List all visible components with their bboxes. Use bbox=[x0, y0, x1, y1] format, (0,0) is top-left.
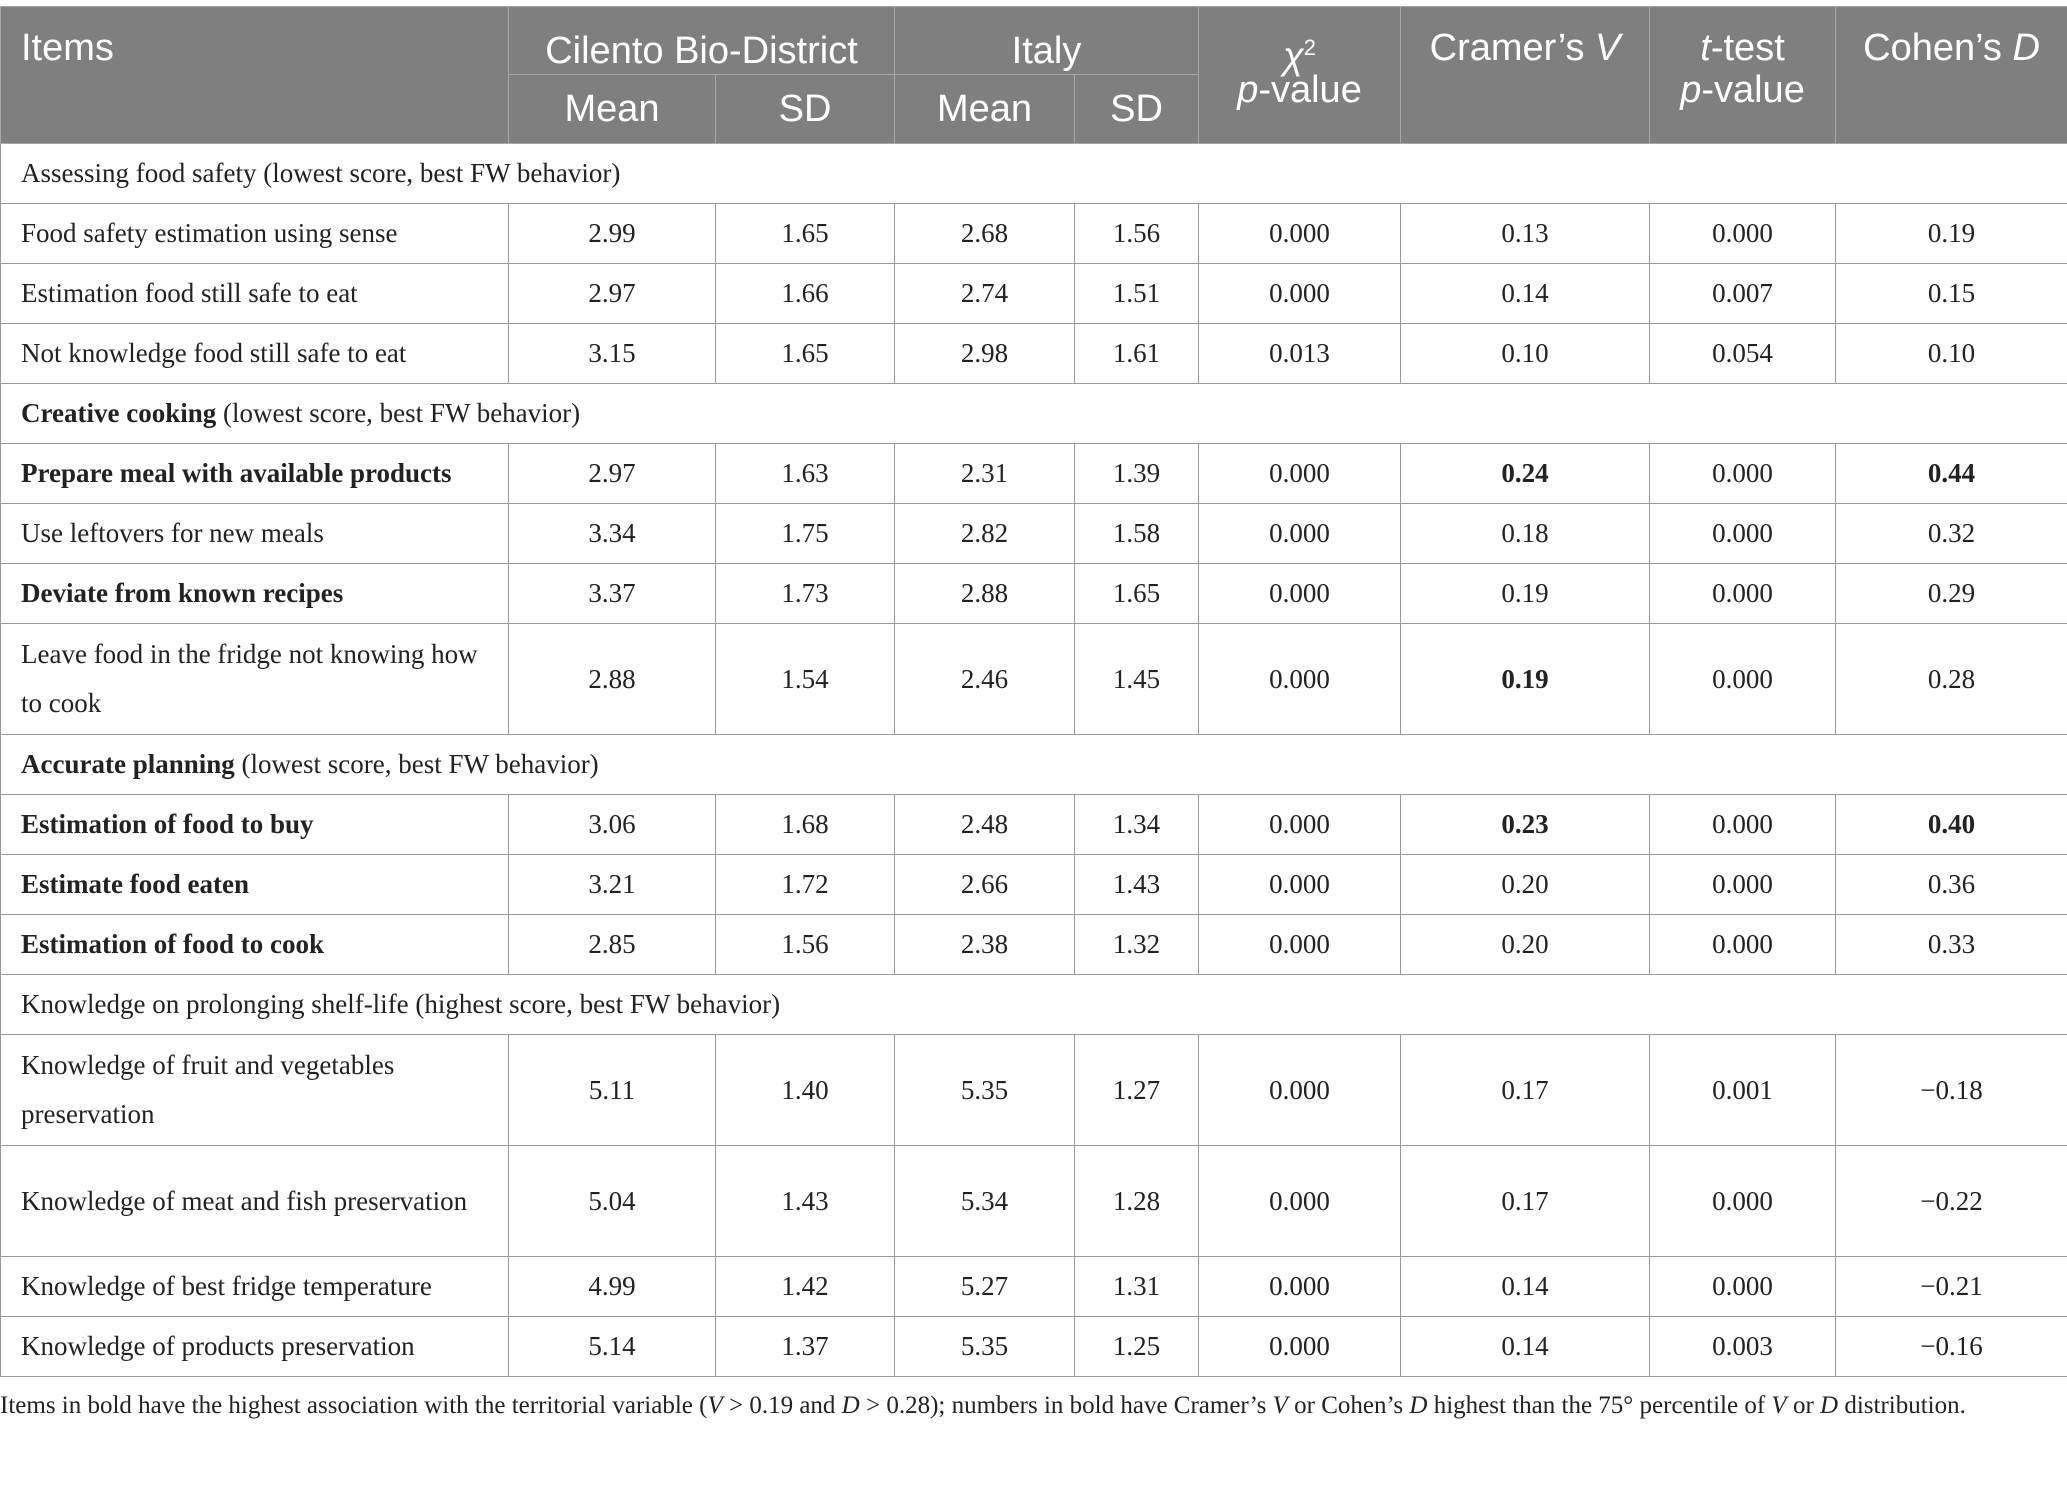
chi-p-cell: 0.000 bbox=[1199, 915, 1401, 975]
table-header bbox=[1, 7, 2067, 144]
section-header-row bbox=[1, 975, 2067, 1035]
cramers-v-cell: 0.14 bbox=[1401, 264, 1650, 324]
header-italy-label: Italy bbox=[1011, 29, 1082, 72]
section-title bbox=[1, 144, 2067, 204]
header-italy bbox=[895, 7, 1199, 75]
cramers-v-cell: 0.17 bbox=[1401, 1035, 1650, 1146]
cilento-mean-cell: 3.06 bbox=[509, 795, 716, 855]
t-test-p-cell: 0.000 bbox=[1650, 795, 1836, 855]
mean-label: Mean bbox=[564, 88, 660, 130]
table-row bbox=[1, 264, 2067, 324]
cohens-d-cell: −0.16 bbox=[1836, 1317, 2067, 1377]
cilento-sd-cell: 1.63 bbox=[716, 444, 895, 504]
cramers-v-letter: V bbox=[1595, 27, 1621, 69]
cramers-v-cell: 0.18 bbox=[1401, 504, 1650, 564]
t-test-p-cell: 0.054 bbox=[1650, 324, 1836, 384]
chi-p-cell: 0.013 bbox=[1199, 324, 1401, 384]
italy-sd-cell: 1.43 bbox=[1075, 855, 1199, 915]
cilento-sd-cell: 1.40 bbox=[716, 1035, 895, 1146]
section-title bbox=[1, 384, 2067, 444]
cilento-sd-cell: 1.42 bbox=[716, 1257, 895, 1317]
p-letter: p bbox=[1237, 69, 1259, 111]
cramers-prefix: Cramer’s bbox=[1429, 27, 1596, 69]
chi-p-cell: 0.000 bbox=[1199, 504, 1401, 564]
footnote-d: D bbox=[841, 1392, 860, 1419]
cohens-d-cell: 0.32 bbox=[1836, 504, 2067, 564]
italy-sd-cell: 1.28 bbox=[1075, 1146, 1199, 1257]
italy-sd-cell: 1.32 bbox=[1075, 915, 1199, 975]
italy-sd-cell: 1.51 bbox=[1075, 264, 1199, 324]
section-title bbox=[1, 735, 2067, 795]
italy-mean-cell: 5.35 bbox=[895, 1317, 1075, 1377]
italy-mean-cell: 2.74 bbox=[895, 264, 1075, 324]
footnote-d: D bbox=[1409, 1392, 1428, 1419]
chi-p-cell: 0.000 bbox=[1199, 204, 1401, 264]
cilento-mean-cell: 5.04 bbox=[509, 1146, 716, 1257]
cilento-mean-cell: 3.37 bbox=[509, 564, 716, 624]
row-label: Knowledge of meat and fish preservation bbox=[1, 1146, 509, 1257]
section-title-text: (lowest score, best FW behavior) bbox=[216, 398, 581, 428]
cramers-v-cell: 0.19 bbox=[1401, 624, 1650, 735]
t-test-p-cell: 0.000 bbox=[1650, 1146, 1836, 1257]
cilento-mean-cell: 2.88 bbox=[509, 624, 716, 735]
cramers-v-cell: 0.19 bbox=[1401, 564, 1650, 624]
row-label: Estimate food eaten bbox=[1, 855, 509, 915]
header-italy-mean bbox=[895, 75, 1075, 144]
cilento-sd-cell: 1.65 bbox=[716, 324, 895, 384]
row-label: Food safety estimation using sense bbox=[1, 204, 509, 264]
chi-p-cell: 0.000 bbox=[1199, 564, 1401, 624]
cilento-mean-cell: 3.21 bbox=[509, 855, 716, 915]
footnote-v: V bbox=[1272, 1392, 1288, 1419]
p-letter: p bbox=[1680, 69, 1702, 111]
italy-mean-cell: 2.31 bbox=[895, 444, 1075, 504]
table-row bbox=[1, 915, 2067, 975]
header-t-test-p bbox=[1650, 7, 1836, 144]
header-cilento-mean bbox=[509, 75, 716, 144]
italy-mean-cell: 2.46 bbox=[895, 624, 1075, 735]
table-row bbox=[1, 1257, 2067, 1317]
cilento-mean-cell: 2.97 bbox=[509, 264, 716, 324]
cramers-v-cell: 0.23 bbox=[1401, 795, 1650, 855]
table-row bbox=[1, 855, 2067, 915]
cilento-sd-cell: 1.37 bbox=[716, 1317, 895, 1377]
header-cohens-d bbox=[1836, 7, 2067, 144]
t-test-p-cell: 0.001 bbox=[1650, 1035, 1836, 1146]
cilento-sd-cell: 1.73 bbox=[716, 564, 895, 624]
table-row bbox=[1, 795, 2067, 855]
footnote-v: V bbox=[1771, 1392, 1787, 1419]
cohens-d-cell: 0.15 bbox=[1836, 264, 2067, 324]
t-test-p-cell: 0.000 bbox=[1650, 204, 1836, 264]
italy-sd-cell: 1.61 bbox=[1075, 324, 1199, 384]
cilento-sd-cell: 1.56 bbox=[716, 915, 895, 975]
footnote-text: highest than the 75° percentile of bbox=[1427, 1392, 1772, 1419]
sd-label: SD bbox=[778, 88, 832, 130]
table-row bbox=[1, 504, 2067, 564]
italy-mean-cell: 5.34 bbox=[895, 1146, 1075, 1257]
table-row bbox=[1, 1317, 2067, 1377]
row-label: Leave food in the fridge not knowing how to cook bbox=[1, 624, 509, 735]
cramers-v-cell: 0.17 bbox=[1401, 1146, 1650, 1257]
p-value-suffix: -value bbox=[1701, 69, 1805, 111]
footnote-text: distribution. bbox=[1838, 1392, 1966, 1419]
results-table bbox=[0, 6, 2067, 1377]
t-test-p-cell: 0.000 bbox=[1650, 915, 1836, 975]
italy-sd-cell: 1.39 bbox=[1075, 444, 1199, 504]
italy-sd-cell: 1.58 bbox=[1075, 504, 1199, 564]
cilento-mean-cell: 5.11 bbox=[509, 1035, 716, 1146]
t-letter: t bbox=[1700, 27, 1711, 69]
chi-p-cell: 0.000 bbox=[1199, 1257, 1401, 1317]
cohens-d-cell: 0.19 bbox=[1836, 204, 2067, 264]
cramers-v-cell: 0.24 bbox=[1401, 444, 1650, 504]
cohens-d-letter: D bbox=[2012, 27, 2040, 69]
t-test-p-cell: 0.000 bbox=[1650, 624, 1836, 735]
header-items-label: Items bbox=[21, 27, 114, 69]
cohens-d-cell: 0.10 bbox=[1836, 324, 2067, 384]
italy-mean-cell: 2.48 bbox=[895, 795, 1075, 855]
section-header-row bbox=[1, 144, 2067, 204]
p-value-suffix: -value bbox=[1258, 69, 1362, 111]
mean-label: Mean bbox=[936, 88, 1033, 130]
footnote-text: Items in bold have the highest association with the territorial variable ( bbox=[0, 1392, 708, 1419]
section-title-text: (lowest score, best FW behavior) bbox=[234, 749, 599, 779]
cohens-d-cell: −0.18 bbox=[1836, 1035, 2067, 1146]
sd-label: SD bbox=[1110, 88, 1163, 130]
t-test-p-cell: 0.007 bbox=[1650, 264, 1836, 324]
row-label: Estimation of food to buy bbox=[1, 795, 509, 855]
row-label: Knowledge of best fridge temperature bbox=[1, 1257, 509, 1317]
italy-mean-cell: 2.88 bbox=[895, 564, 1075, 624]
chi-symbol: χ bbox=[1283, 35, 1304, 78]
cilento-sd-cell: 1.75 bbox=[716, 504, 895, 564]
cramers-v-cell: 0.14 bbox=[1401, 1257, 1650, 1317]
section-header-row bbox=[1, 384, 2067, 444]
row-label: Use leftovers for new meals bbox=[1, 504, 509, 564]
cilento-mean-cell: 3.34 bbox=[509, 504, 716, 564]
header-italy-sd bbox=[1075, 75, 1199, 144]
row-label: Prepare meal with available products bbox=[1, 444, 509, 504]
italy-mean-cell: 5.35 bbox=[895, 1035, 1075, 1146]
italy-sd-cell: 1.31 bbox=[1075, 1257, 1199, 1317]
row-label: Deviate from known recipes bbox=[1, 564, 509, 624]
t-test-p-cell: 0.003 bbox=[1650, 1317, 1836, 1377]
t-test-suffix: -test bbox=[1710, 27, 1785, 69]
cramers-v-cell: 0.20 bbox=[1401, 915, 1650, 975]
row-label: Estimation food still safe to eat bbox=[1, 264, 509, 324]
row-label: Not knowledge food still safe to eat bbox=[1, 324, 509, 384]
italy-mean-cell: 5.27 bbox=[895, 1257, 1075, 1317]
cohens-d-cell: 0.29 bbox=[1836, 564, 2067, 624]
chi-p-cell: 0.000 bbox=[1199, 444, 1401, 504]
header-cilento-sd bbox=[716, 75, 895, 144]
chi-p-cell: 0.000 bbox=[1199, 795, 1401, 855]
italy-sd-cell: 1.65 bbox=[1075, 564, 1199, 624]
cramers-v-cell: 0.14 bbox=[1401, 1317, 1650, 1377]
row-label: Knowledge of fruit and vegetables preservation bbox=[1, 1035, 509, 1146]
results-table-container bbox=[0, 6, 2067, 1425]
header-cramers-v bbox=[1401, 7, 1650, 144]
footnote-text: or Cohen’s bbox=[1287, 1392, 1410, 1419]
italy-mean-cell: 2.68 bbox=[895, 204, 1075, 264]
header-items bbox=[1, 7, 509, 144]
footnote-text: > 0.19 and bbox=[722, 1392, 842, 1419]
section-header-row bbox=[1, 735, 2067, 795]
footnote-v: V bbox=[707, 1392, 723, 1419]
cilento-mean-cell: 2.85 bbox=[509, 915, 716, 975]
chi-superscript: 2 bbox=[1303, 35, 1317, 60]
cilento-sd-cell: 1.43 bbox=[716, 1146, 895, 1257]
table-row bbox=[1, 1035, 2067, 1146]
footnote-d: D bbox=[1820, 1392, 1839, 1419]
cilento-sd-cell: 1.72 bbox=[716, 855, 895, 915]
cilento-sd-cell: 1.54 bbox=[716, 624, 895, 735]
cilento-mean-cell: 2.97 bbox=[509, 444, 716, 504]
t-test-p-cell: 0.000 bbox=[1650, 855, 1836, 915]
italy-sd-cell: 1.27 bbox=[1075, 1035, 1199, 1146]
italy-sd-cell: 1.25 bbox=[1075, 1317, 1199, 1377]
section-title-bold: Accurate planning bbox=[21, 749, 235, 779]
cilento-mean-cell: 4.99 bbox=[509, 1257, 716, 1317]
header-cilento-label: Cilento Bio-District bbox=[545, 29, 858, 72]
header-chi-p bbox=[1199, 7, 1401, 144]
table-row bbox=[1, 1146, 2067, 1257]
table-row bbox=[1, 564, 2067, 624]
italy-mean-cell: 2.66 bbox=[895, 855, 1075, 915]
cramers-v-cell: 0.20 bbox=[1401, 855, 1650, 915]
section-title-bold: Creative cooking bbox=[21, 398, 217, 428]
cohens-prefix: Cohen’s bbox=[1863, 27, 2013, 69]
cramers-v-cell: 0.10 bbox=[1401, 324, 1650, 384]
row-label: Estimation of food to cook bbox=[1, 915, 509, 975]
table-row bbox=[1, 324, 2067, 384]
t-test-p-cell: 0.000 bbox=[1650, 504, 1836, 564]
section-title bbox=[1, 975, 2067, 1035]
italy-sd-cell: 1.56 bbox=[1075, 204, 1199, 264]
cohens-d-cell: 0.36 bbox=[1836, 855, 2067, 915]
italy-sd-cell: 1.34 bbox=[1075, 795, 1199, 855]
header-cilento bbox=[509, 7, 895, 75]
italy-mean-cell: 2.38 bbox=[895, 915, 1075, 975]
row-label: Knowledge of products preservation bbox=[1, 1317, 509, 1377]
t-test-p-cell: 0.000 bbox=[1650, 1257, 1836, 1317]
footnote-text: > 0.28); numbers in bold have Cramer’s bbox=[859, 1392, 1273, 1419]
chi-p-cell: 0.000 bbox=[1199, 855, 1401, 915]
chi-p-cell: 0.000 bbox=[1199, 1035, 1401, 1146]
table-row bbox=[1, 624, 2067, 735]
section-title-text: Knowledge on prolonging shelf-life (highest score, best FW behavior) bbox=[21, 989, 781, 1019]
cilento-mean-cell: 2.99 bbox=[509, 204, 716, 264]
table-body bbox=[1, 144, 2067, 1377]
cilento-sd-cell: 1.68 bbox=[716, 795, 895, 855]
italy-mean-cell: 2.82 bbox=[895, 504, 1075, 564]
table-row bbox=[1, 444, 2067, 504]
chi-p-cell: 0.000 bbox=[1199, 1317, 1401, 1377]
cilento-mean-cell: 5.14 bbox=[509, 1317, 716, 1377]
cohens-d-cell: 0.33 bbox=[1836, 915, 2067, 975]
cohens-d-cell: 0.28 bbox=[1836, 624, 2067, 735]
cilento-mean-cell: 3.15 bbox=[509, 324, 716, 384]
cohens-d-cell: −0.21 bbox=[1836, 1257, 2067, 1317]
footnote-text: or bbox=[1786, 1392, 1821, 1419]
t-test-p-cell: 0.000 bbox=[1650, 564, 1836, 624]
cilento-sd-cell: 1.66 bbox=[716, 264, 895, 324]
chi-p-cell: 0.000 bbox=[1199, 1146, 1401, 1257]
cramers-v-cell: 0.13 bbox=[1401, 204, 1650, 264]
chi-p-cell: 0.000 bbox=[1199, 264, 1401, 324]
cohens-d-cell: 0.40 bbox=[1836, 795, 2067, 855]
chi-p-cell: 0.000 bbox=[1199, 624, 1401, 735]
cohens-d-cell: 0.44 bbox=[1836, 444, 2067, 504]
cilento-sd-cell: 1.65 bbox=[716, 204, 895, 264]
table-row bbox=[1, 204, 2067, 264]
table-footnote bbox=[0, 1387, 2067, 1425]
italy-sd-cell: 1.45 bbox=[1075, 624, 1199, 735]
cohens-d-cell: −0.22 bbox=[1836, 1146, 2067, 1257]
section-title-text: Assessing food safety (lowest score, best FW behavior) bbox=[21, 158, 621, 188]
t-test-p-cell: 0.000 bbox=[1650, 444, 1836, 504]
italy-mean-cell: 2.98 bbox=[895, 324, 1075, 384]
